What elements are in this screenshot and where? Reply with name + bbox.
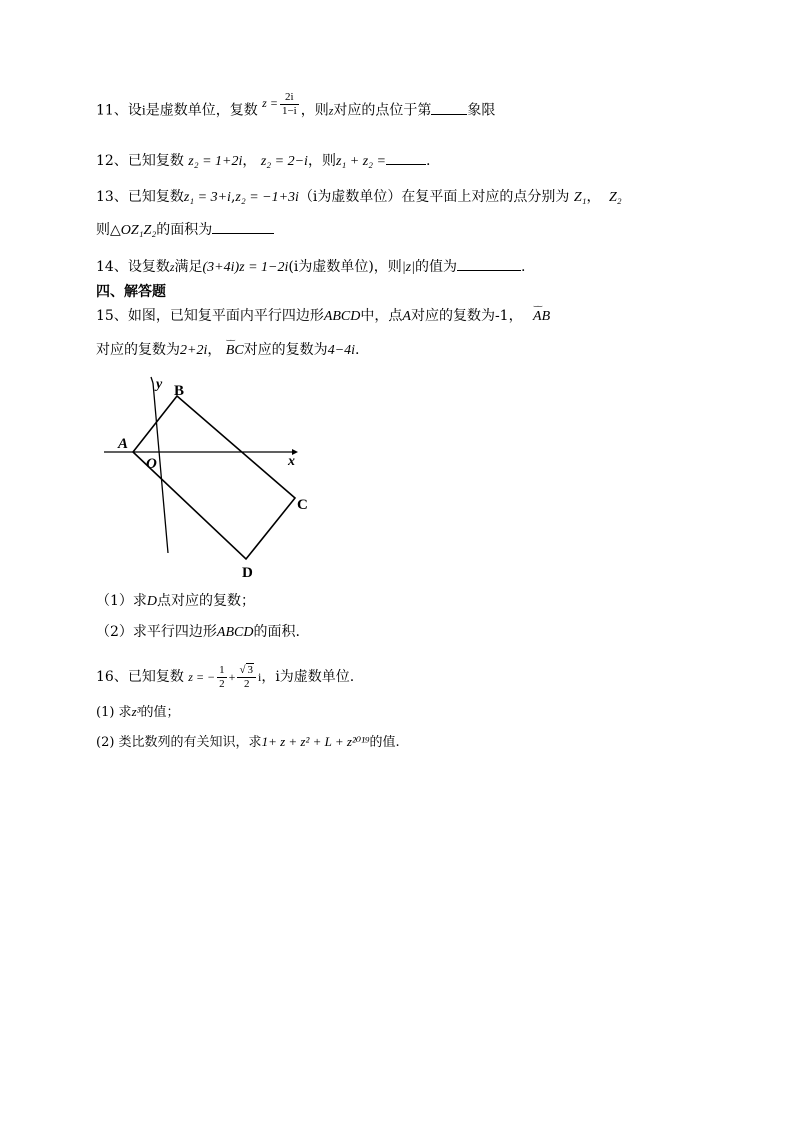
q12-sep: ， (242, 153, 257, 169)
q14-equation: (3+4i)z = 1−2i (202, 260, 289, 275)
section-heading: 四、解答题 (96, 284, 166, 300)
q13-sep: , (230, 189, 236, 205)
label-C: C (297, 497, 308, 513)
q13-comma: ， (586, 189, 601, 205)
q11-var-z: z (328, 103, 334, 118)
question-13-line-1 (96, 187, 622, 208)
question-11 (96, 91, 496, 124)
q11-var-i: i (141, 103, 146, 119)
parallelogram-ABCD (133, 396, 295, 559)
q11-text-e: 象限 (467, 102, 496, 119)
q16-frac1-den: 2 (219, 677, 225, 690)
q16-frac2-den: 2 (243, 678, 250, 690)
label-A: A (118, 436, 129, 452)
q15-text-g: . (355, 342, 360, 358)
q16-z-cubed: z³ (131, 704, 141, 719)
q14-var-z: z (169, 260, 175, 274)
q15-sub2-abcd: ABCD (216, 625, 254, 640)
q16-sub-1 (96, 702, 180, 723)
q15-text-b: 中，点 (360, 308, 403, 324)
q15-text-f: 对应的复数为 (243, 342, 328, 358)
q12-z1: z₂ = 1+2i (188, 154, 243, 169)
q11-text-d: 对应的点位于第 (333, 102, 432, 119)
q15-vector-AB: ⌣⌣ AB (533, 307, 550, 327)
q14-text-d: 的值为 (414, 259, 457, 275)
q15-abcd: ABCD (323, 309, 361, 324)
q11-answer-blank[interactable] (431, 100, 467, 115)
y-axis-arrow (151, 377, 153, 383)
q16-frac-2 (237, 663, 256, 691)
question-13-line-2 (96, 219, 274, 241)
q16-frac-1 (217, 664, 227, 691)
q15-text-d: 对应的复数为 (96, 342, 180, 358)
q16-sub2-text-b: 的值. (369, 735, 400, 750)
q15-point-D: D (146, 594, 158, 609)
q16-i: i (257, 670, 262, 684)
q13-text-d: 的面积为 (156, 222, 213, 238)
q16-series: 1+ z + z² + L + z²⁰¹⁹ (261, 734, 370, 749)
q16-sub2-text-a: (2) 类比数列的有关知识，求 (96, 735, 262, 750)
q16-sub1-text-b: 的值； (140, 705, 180, 720)
q14-end: . (520, 259, 526, 275)
q14-text-b: 满足 (174, 259, 203, 275)
q14-text-c: (i为虚数单位)，则 (288, 259, 402, 275)
q16-sqrt-arg: 3 (247, 664, 253, 676)
q15-sub2-text-b: 的面积. (253, 624, 300, 640)
question-12 (96, 150, 430, 172)
q15-sub2-text-a: （2）求平行四边形 (96, 624, 217, 640)
question-16 (96, 663, 354, 691)
q11-frac-den: 1−i (281, 105, 297, 117)
q16-sub-2 (96, 732, 400, 753)
q16-text-a: 16、已知复数 (96, 669, 184, 685)
q14-answer-blank[interactable] (457, 256, 521, 271)
q12-text-a: 12、已知复数 (96, 153, 184, 169)
q11-text-c: ，则 (300, 102, 329, 119)
q16-frac1-num: 1 (219, 663, 225, 676)
q15-sub1-text-a: （1）求 (96, 593, 147, 609)
q11-frac-num: 2i (280, 91, 299, 105)
q15-text-c: 对应的复数为-1， (410, 308, 523, 324)
q16-lhs: z = − (188, 670, 216, 684)
q15-vector-BC: ⌣⌣ BC (226, 341, 244, 361)
parallelogram-figure (96, 375, 336, 585)
q16-sub1-text-a: (1) 求 (96, 705, 132, 720)
question-14 (96, 256, 525, 278)
q15-point-A: A (402, 309, 411, 324)
label-D: D (242, 565, 253, 581)
q11-text-a: 11、设 (96, 102, 142, 119)
q12-text-b: ，则 (307, 153, 336, 169)
q11-text-b: 是虚数单位，复数 (145, 102, 258, 119)
label-O: O (146, 456, 157, 472)
q11-fraction (280, 91, 299, 118)
q13-triangle: OZ₁Z₂ (120, 223, 157, 238)
q12-z2: z₂ = 2−i (260, 154, 308, 169)
q12-expr: z₁ + z₂ = (335, 154, 386, 169)
q13-z2: z₂ = −1+3i (235, 190, 299, 205)
q15-value-1: 2+2i (180, 343, 208, 358)
q11-lhs: z = (262, 95, 278, 110)
q13-text-a: 13、已知复数 (96, 189, 184, 205)
q13-z1: z₁ = 3+i (183, 190, 231, 205)
q15-sub-1 (96, 591, 255, 612)
q13-text-c: 则△ (96, 222, 121, 238)
question-15-line-1 (96, 306, 550, 327)
q13-Z2: Z₂ (608, 190, 622, 205)
label-B: B (174, 383, 185, 399)
q12-answer-blank[interactable] (386, 150, 426, 165)
label-x: x (288, 454, 295, 469)
q14-abs: |z| (401, 260, 415, 275)
q12-end: . (425, 153, 431, 169)
q15-text-e: ， (207, 342, 222, 358)
q13-text-b: （i为虚数单位）在复平面上对应的点分别为 (298, 189, 570, 205)
q15-value-2: 4−4i (327, 343, 356, 358)
q14-text-a: 14、设复数 (96, 259, 170, 275)
question-15-line-2 (96, 340, 359, 361)
q13-Z1: Z₁ (573, 190, 587, 205)
q15-text-a: 15、如图，已知复平面内平行四边形 (96, 308, 324, 324)
q13-answer-blank[interactable] (212, 219, 274, 234)
q15-sub-2 (96, 622, 300, 643)
label-y: y (156, 377, 163, 392)
q16-plus: + (228, 670, 236, 684)
q16-text-b: ，i为虚数单位. (261, 669, 355, 685)
q16-frac2-num: √ 3 (237, 663, 256, 678)
q15-sub1-text-b: 点对应的复数； (157, 593, 256, 609)
